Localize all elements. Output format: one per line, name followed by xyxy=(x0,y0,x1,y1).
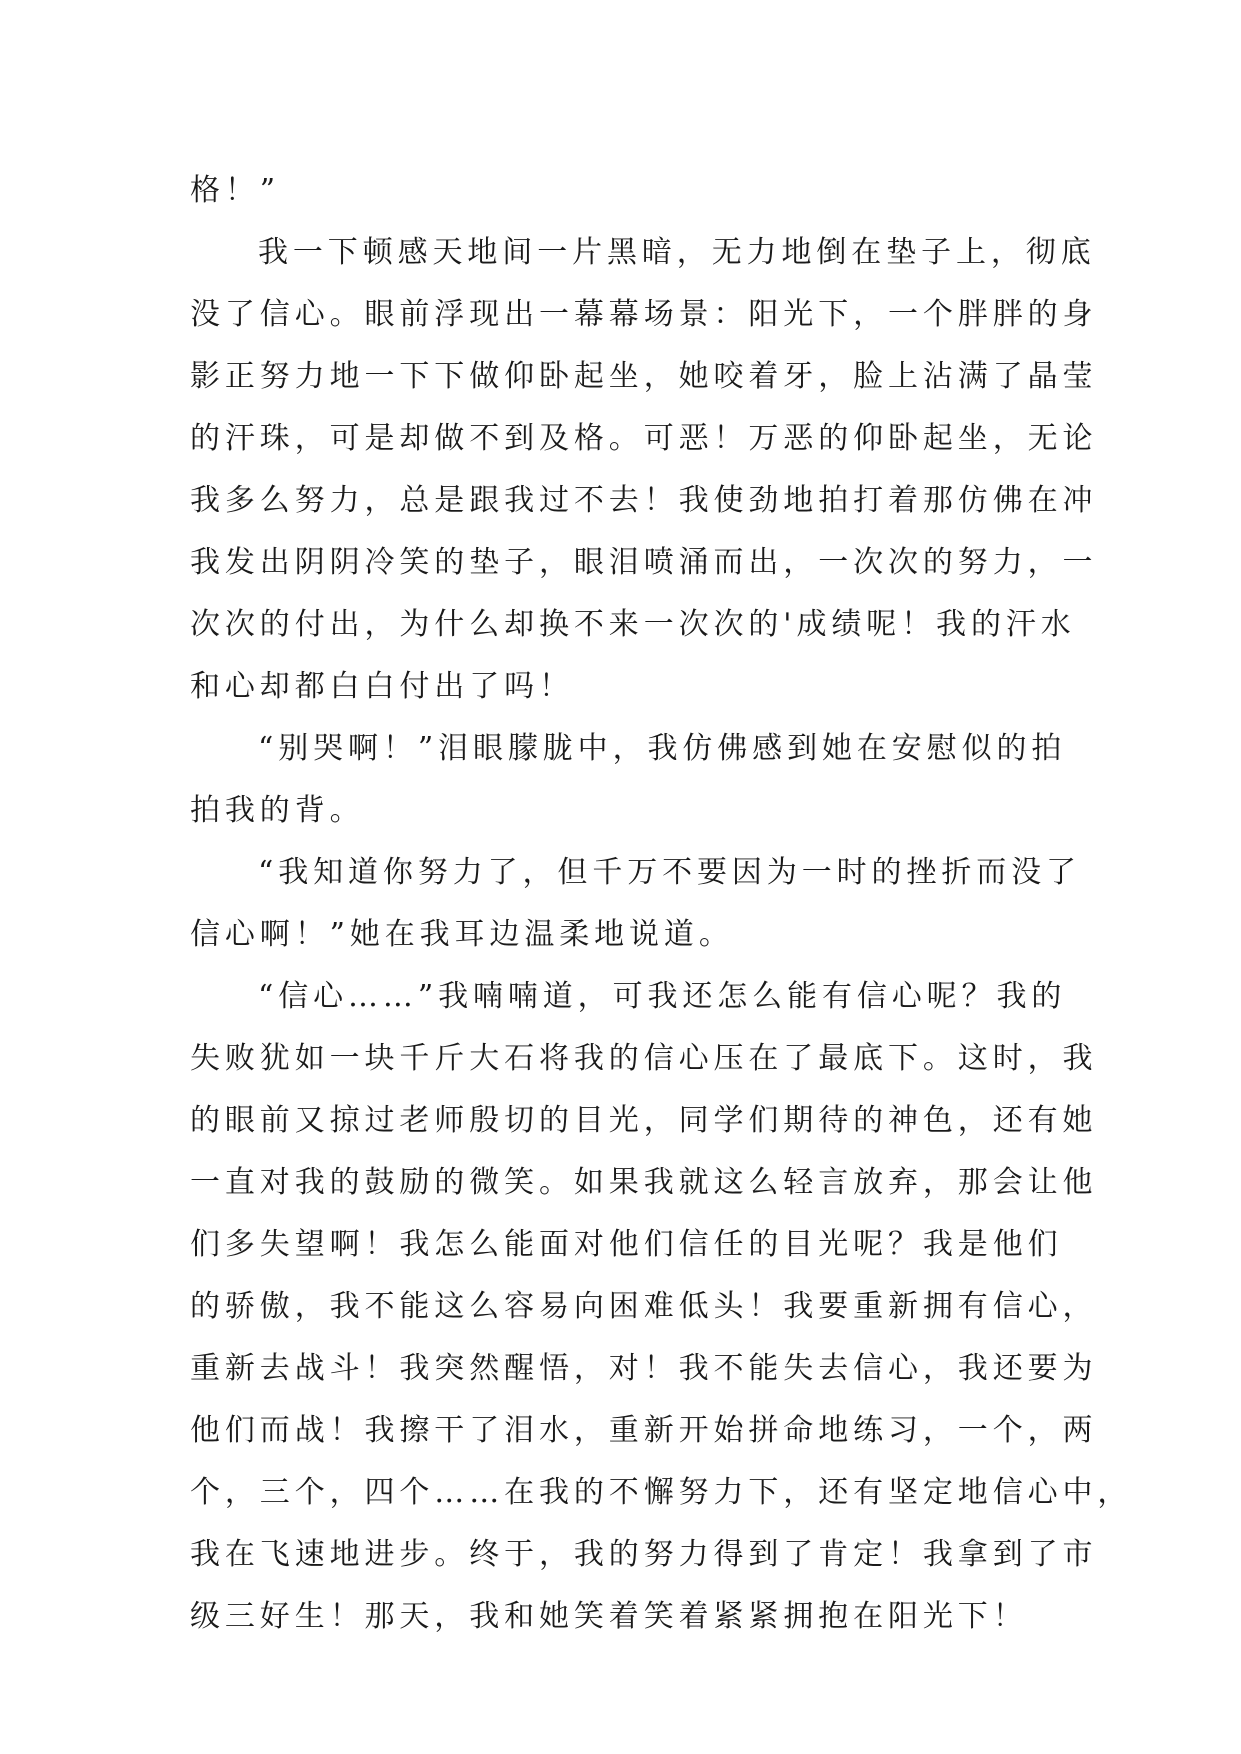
text-line: 格！” xyxy=(190,173,281,208)
text-line: 我发出阴阴冷笑的垫子，眼泪喷涌而出，一次次的努力，一 xyxy=(190,545,1098,580)
text-line: 和心却都白白付出了吗！ xyxy=(190,669,574,704)
text-line: 级三好生！那天，我和她笑着笑着紧紧拥抱在阳光下！ xyxy=(190,1599,1028,1634)
text-line: 的汗珠，可是却做不到及格。可恶！万恶的仰卧起坐，无论 xyxy=(190,421,1098,456)
paragraph-start-line: “我知道你努力了，但千万不要因为一时的挫折而没了 xyxy=(258,855,1081,890)
text-line: 的眼前又掠过老师殷切的目光，同学们期待的神色，还有她 xyxy=(190,1103,1098,1138)
text-line: 个，三个，四个……在我的不懈努力下，还有坚定地信心中， xyxy=(190,1475,1133,1510)
text-line: 信心啊！”她在我耳边温柔地说道。 xyxy=(190,917,734,952)
text-line: 他们而战！我擦干了泪水，重新开始拼命地练习，一个，两 xyxy=(190,1413,1098,1448)
text-line: 们多失望啊！我怎么能面对他们信任的目光呢？我是他们 xyxy=(190,1227,1063,1262)
text-line: 一直对我的鼓励的微笑。如果我就这么轻言放弃，那会让他 xyxy=(190,1165,1098,1200)
paragraph-start-line: “别哭啊！”泪眼朦胧中，我仿佛感到她在安慰似的拍 xyxy=(258,731,1067,766)
text-line: 没了信心。眼前浮现出一幕幕场景：阳光下，一个胖胖的身 xyxy=(190,297,1098,332)
text-line: 重新去战斗！我突然醒悟，对！我不能失去信心，我还要为 xyxy=(190,1351,1098,1386)
text-line: 我多么努力，总是跟我过不去！我使劲地拍打着那仿佛在冲 xyxy=(190,483,1098,518)
text-line: 失败犹如一块千斤大石将我的信心压在了最底下。这时，我 xyxy=(190,1041,1098,1076)
text-line: 的骄傲，我不能这么容易向困难低头！我要重新拥有信心， xyxy=(190,1289,1098,1324)
text-line: 我在飞速地进步。终于，我的努力得到了肯定！我拿到了市 xyxy=(190,1537,1098,1572)
text-line: 次次的付出，为什么却换不来一次次的'成绩呢！我的汗水 xyxy=(190,607,1076,642)
essay-body xyxy=(190,160,1133,1648)
paragraph-start-line: “信心……”我喃喃道，可我还怎么能有信心呢？我的 xyxy=(258,979,1067,1014)
text-line: 影正努力地一下下做仰卧起坐，她咬着牙，脸上沾满了晶莹 xyxy=(190,359,1098,394)
text-line: 拍我的背。 xyxy=(190,793,365,828)
paragraph-start-line: 我一下顿感天地间一片黑暗，无力地倒在垫子上，彻底 xyxy=(258,235,1096,270)
